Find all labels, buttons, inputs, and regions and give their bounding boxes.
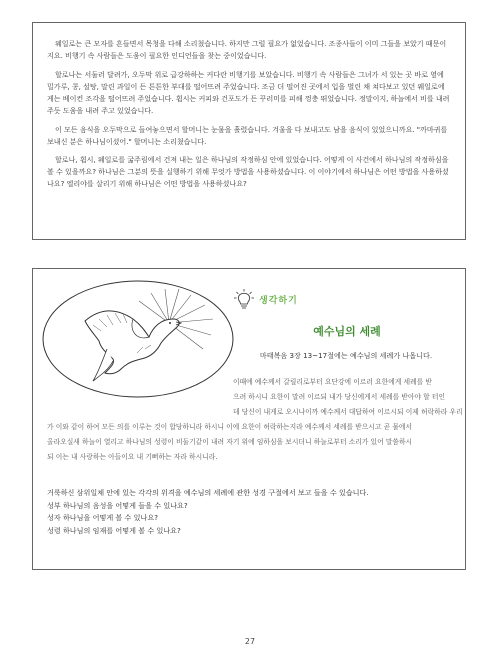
question-intro: 거룩하신 삼위일체 안에 있는 각각의 위격을 예수님의 세례에 관한 성경 구절에서 보고 들을 수 있습니다. <box>47 488 369 497</box>
page-number: 27 <box>244 637 256 646</box>
question-spirit: 성령 하나님의 임재를 어떻게 볼 수 있나요? <box>47 525 181 535</box>
quote-line-5: 올라오실새 하늘이 열리고 하나님의 성령이 비둘기같이 내려 자기 위에 임하심을 보시더니 하늘로부터 소리가 있어 말씀하시 <box>47 438 413 446</box>
think-label: 생각하기 <box>259 295 298 306</box>
story-paragraph-4: 할로나, 휩시, 웨일로를 굶주림에서 건져 내는 일은 하나님의 작정하심 안에 있었습니다. 어떻게 이 사건에서 하나님의 작정하심을 볼 수 있을까요? 하나님은 그분의 뜻을 실행하기 위해 무엇가 방법을 사용하셨습니다. 이 이야기에서 하나님은 어떤 방법을 사용하셨나요? 엘리야를 살리기 위해 하나님은 어떤 방법을 사용하셨나요? <box>47 155 449 189</box>
quote-line-3: 데 당신이 내게로 오시나이까 예수께서 대답하여 이르시되 이제 허락하라 우리 <box>233 408 463 416</box>
reflection-questions <box>47 487 457 537</box>
story-paragraph-3: 이 모든 음식을 오두막으로 들여놓으면서 할머니는 눈물을 흘렸습니다. 겨울을 다 보내고도 남을 음식이 있었으니까요. "까마귀를 보내신 분은 하나님이셨어." 할머니는 소리쳤습니다. <box>47 124 448 146</box>
lightbulb-icon <box>233 288 255 310</box>
quote-line-1: 이때에 예수께서 갈릴리로부터 요단강에 이르러 요한에게 세례를 받 <box>233 378 432 386</box>
dove-icon <box>41 279 235 399</box>
quote-line-4: 가 이와 같이 하여 모든 의를 이루는 것이 합당하니라 하시니 이에 요한이 허락하는지라 예수께서 세례를 받으시고 곧 물에서 <box>47 423 413 431</box>
section-title: 예수님의 세례 <box>313 325 381 338</box>
question-father: 성부 하나님의 음성을 어떻게 들을 수 있나요? <box>47 500 188 510</box>
story-paragraph-2: 할로나는 서둘러 달려가, 오두막 위로 급강하하는 커다란 비행기를 보았습니다. 비행기 속 사람들은 그녀가 서 있는 곳 바로 옆에 밀가루, 콩, 설탕, 말린 과일이 든 튼튼한 부대를 떨어뜨려 주었습니다. 조금 더 떨어진 곳에서 입을 벌린 채 쳐다보고 있던 웨일로에게는 베이컨 조각을 떨어뜨려 주었습니다. 휩시는 커피와 건포도가 든 꾸러미를 피해 껑충 뛰었습니다. 정말이지, 하늘에서 비를 내려 주듯 도움을 내려 주고 있었습니다. <box>47 69 450 115</box>
scripture-intro: 마태복음 3장 13~17절에는 예수님의 세례가 나옵니다. <box>259 351 433 360</box>
story-box <box>32 22 466 240</box>
question-son: 성자 하나님을 어떻게 볼 수 있나요? <box>47 513 158 523</box>
dove-illustration <box>41 279 235 399</box>
think-box <box>32 268 466 570</box>
quote-line-6: 되 이는 내 사랑하는 아들이요 내 기뻐하는 자라 하시니라. <box>47 453 218 461</box>
think-header <box>233 287 298 311</box>
story-paragraph-1: 웨일로는 큰 모자를 흔들면서 목청을 다해 소리쳤습니다. 하지만 그럴 필요가 없었습니다. 조종사들이 이미 그들을 보았기 때문이지요. 비행기 속 사람들은 도움이 필요한 인디언들을 찾는 중이었습니다. <box>47 39 447 61</box>
quote-line-2: 으려 하시니 요한이 말려 이르되 내가 당신에게서 세례를 받아야 할 터인 <box>233 393 446 401</box>
